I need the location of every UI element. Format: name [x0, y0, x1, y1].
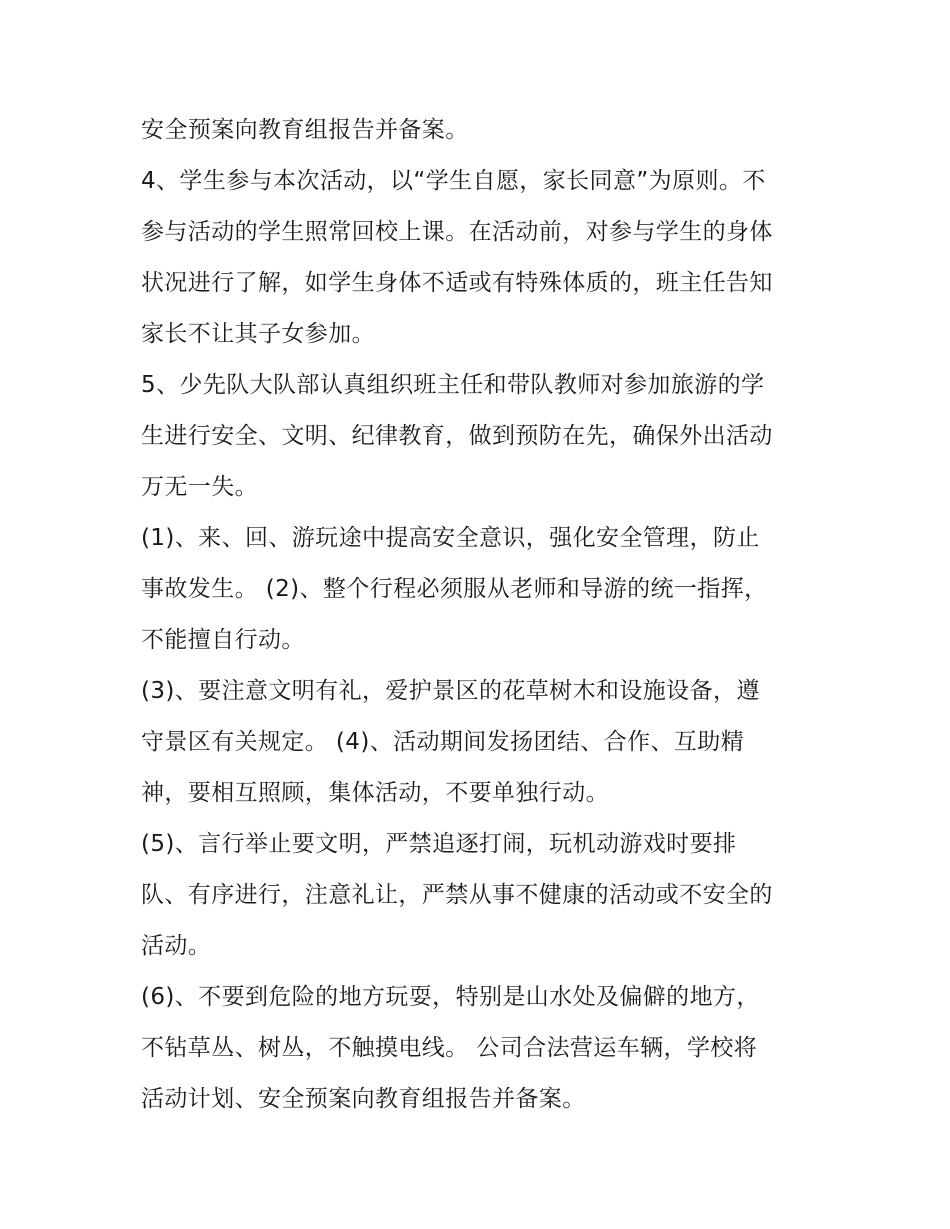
text-line: 状况进行了解，如学生身体不适或有特殊体质的，班主任告知: [141, 270, 773, 296]
text-line: 4、学生参与本次活动，以“学生自愿，家长同意”为原则。不: [141, 168, 766, 194]
text-line: 事故发生。 (2)、整个行程必须服从老师和导游的统一指挥，: [141, 576, 768, 602]
text-line: 参与活动的学生照常回校上课。在活动前，对参与学生的身体: [141, 219, 773, 245]
text-line: (1)、来、回、游玩途中提高安全意识，强化安全管理，防止: [141, 525, 760, 551]
text-line: 活动计划、安全预案向教育组报告并备案。: [141, 1086, 586, 1112]
text-line: 神，要相互照顾，集体活动，不要单独行动。: [141, 780, 609, 806]
text-line: 安全预案向教育组报告并备案。: [141, 117, 469, 143]
text-line: 不能擅自行动。: [141, 627, 305, 653]
text-line: (6)、不要到危险的地方玩耍，特别是山水处及偏僻的地方，: [141, 984, 760, 1010]
text-line: 守景区有关规定。 (4)、活动期间发扬团结、合作、互助精: [141, 729, 745, 755]
text-line: 5、少先队大队部认真组织班主任和带队教师对参加旅游的学: [141, 372, 765, 398]
text-line: 生进行安全、文明、纪律教育，做到预防在先，确保外出活动: [141, 423, 773, 449]
text-line: 活动。: [141, 933, 212, 959]
text-line: 不钻草丛、树丛，不触摸电线。 公司合法营运车辆，学校将: [141, 1035, 758, 1061]
text-line: 万无一失。: [141, 474, 258, 500]
text-line: 家长不让其子女参加。: [141, 321, 375, 347]
text-line: 队、有序进行，注意礼让，严禁从事不健康的活动或不安全的: [141, 882, 773, 908]
text-line: (3)、要注意文明有礼，爱护景区的花草树木和设施设备，遵: [141, 678, 760, 704]
text-line: (5)、言行举止要文明，严禁追逐打闹，玩机动游戏时要排: [141, 831, 737, 857]
